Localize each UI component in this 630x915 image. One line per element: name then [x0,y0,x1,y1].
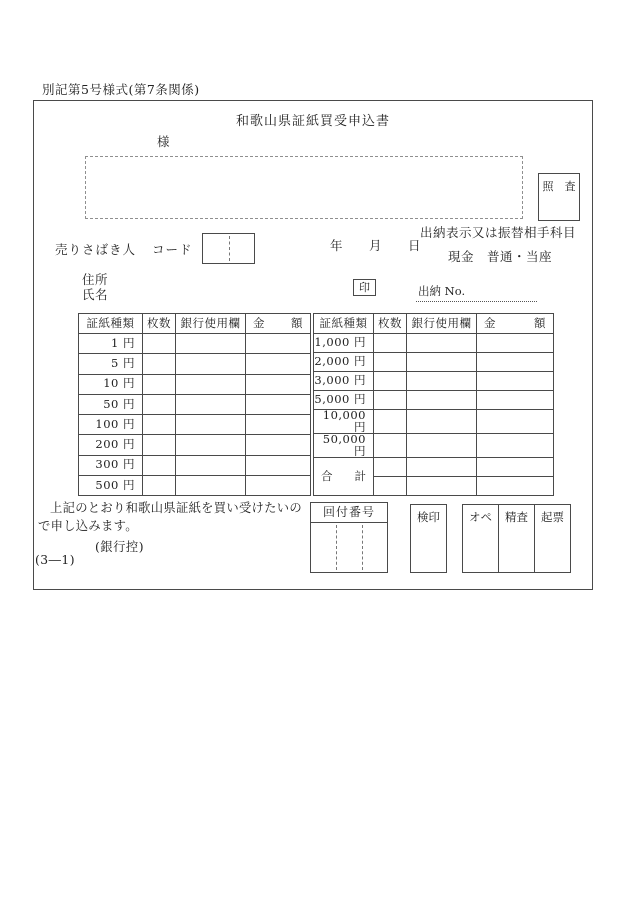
amount-cell [477,410,554,434]
denomination-cell: 5 円 [79,354,143,374]
bank-use-cell [407,477,477,496]
denomination-cell: 1 円 [79,334,143,354]
table-row [79,455,311,475]
form-title: 和歌山県証紙買受申込書 [235,114,390,129]
audit-stamp-column [498,505,534,572]
count-cell [143,475,176,495]
seal-label: 印 [359,281,370,294]
count-cell [374,372,407,391]
count-cell [374,353,407,372]
code-label: コード [152,242,193,257]
bank-use-cell [407,410,477,434]
review-stamp-box [538,173,580,221]
amount-cell [477,353,554,372]
bank-use-cell [407,458,477,477]
count-cell [374,477,407,496]
amount-cell [246,354,311,374]
bank-use-cell [407,434,477,458]
entry-stamp-column [534,505,570,572]
table-header-row [314,314,554,334]
table-row [79,374,311,394]
count-cell [143,374,176,394]
seller-label: 売りさばき人 [55,242,137,257]
amount-cell [477,391,554,410]
table-row [314,334,554,353]
count-cell [143,334,176,354]
table-row [314,410,554,434]
amount-cell [246,415,311,435]
table-row [79,415,311,435]
table-row [314,434,554,458]
denomination-table-left [78,313,311,496]
bank-use-cell [176,435,246,455]
date-label: 年 月 日 [330,238,422,253]
table-row [314,391,554,410]
code-box-divider [229,236,230,261]
name-label: 氏名 [82,287,109,302]
amount-cell [246,374,311,394]
account-options-label: 現金 普通・当座 [448,249,553,264]
count-cell [143,394,176,414]
table-row [79,394,311,414]
col-header-denomination: 証紙種類 [314,314,374,334]
processing-stamp-box [462,504,571,573]
denomination-cell: 50,000 円 [314,434,374,458]
amount-cell [477,434,554,458]
application-statement: 上記のとおり和歌山県証紙を買い受けたいので申し込みます。 [38,501,302,533]
check-stamp-label: 検印 [417,510,440,524]
stamp-denomination-tables [78,313,554,496]
count-cell [143,455,176,475]
bank-use-cell [176,354,246,374]
routing-number-label: 回付番号 [311,503,387,523]
bank-use-cell [176,334,246,354]
denomination-cell: 500 円 [79,475,143,495]
denomination-cell: 50 円 [79,394,143,414]
col-header-denomination: 証紙種類 [79,314,143,334]
denomination-cell: 5,000 円 [314,391,374,410]
address-label: 住所 [82,272,109,287]
bank-use-cell [176,394,246,414]
amount-cell [246,394,311,414]
sheet-number: (3―1) [35,553,76,567]
denomination-cell: 200 円 [79,435,143,455]
denomination-cell: 300 円 [79,455,143,475]
count-cell [374,410,407,434]
bank-copy-note: (銀行控) [95,540,144,554]
col-header-bank-use: 銀行使用欄 [407,314,477,334]
col-header-count: 枚数 [374,314,407,334]
code-entry-box [202,233,255,264]
table-row [314,372,554,391]
denomination-cell: 10,000 円 [314,410,374,434]
audit-label: 精査 [505,510,528,524]
routing-divider [362,525,363,570]
count-cell [143,415,176,435]
routing-number-box [310,502,388,573]
table-row [314,458,554,477]
denomination-cell: 100 円 [79,415,143,435]
cashier-no-label: 出納 No. [416,283,537,302]
addressee-entry-area [85,156,523,219]
amount-cell [477,458,554,477]
count-cell [374,434,407,458]
denomination-cell: 10 円 [79,374,143,394]
col-header-count: 枚数 [143,314,176,334]
bank-use-cell [407,391,477,410]
table-row [79,354,311,374]
seal-box [353,279,376,296]
amount-cell [246,455,311,475]
table-row [79,475,311,495]
amount-cell [477,334,554,353]
form-reference: 別記第5号様式(第7条関係) [42,82,200,97]
operator-label: オペ [469,510,492,524]
table-header-row [79,314,311,334]
bank-use-cell [407,372,477,391]
col-header-amount: 金 額 [246,314,311,334]
bank-use-cell [176,415,246,435]
col-header-bank-use: 銀行使用欄 [176,314,246,334]
routing-divider [336,525,337,570]
bank-use-cell [176,374,246,394]
table-row [79,334,311,354]
amount-cell [477,477,554,496]
count-cell [143,435,176,455]
bank-use-cell [407,334,477,353]
amount-cell [477,372,554,391]
account-indication-label: 出納表示又は振替相手科目 [420,225,577,240]
check-stamp-box [410,504,447,573]
amount-cell [246,435,311,455]
denomination-cell: 2,000 円 [314,353,374,372]
bank-use-cell [407,353,477,372]
count-cell [143,354,176,374]
count-cell [374,458,407,477]
addressee-suffix-label: 様 [157,134,171,149]
table-row [314,353,554,372]
count-cell [374,391,407,410]
denomination-cell: 1,000 円 [314,334,374,353]
denomination-cell: 3,000 円 [314,372,374,391]
amount-cell [246,475,311,495]
denomination-table-right [313,313,554,496]
operator-stamp-column [463,505,498,572]
bank-use-cell [176,455,246,475]
routing-number-entry [311,523,387,572]
amount-cell [246,334,311,354]
review-stamp-label: 照 査 [542,180,576,193]
bank-use-cell [176,475,246,495]
entry-label: 起票 [541,510,564,524]
col-header-amount: 金 額 [477,314,554,334]
table-row [79,435,311,455]
count-cell [374,334,407,353]
total-label-cell: 合 計 [314,458,374,496]
